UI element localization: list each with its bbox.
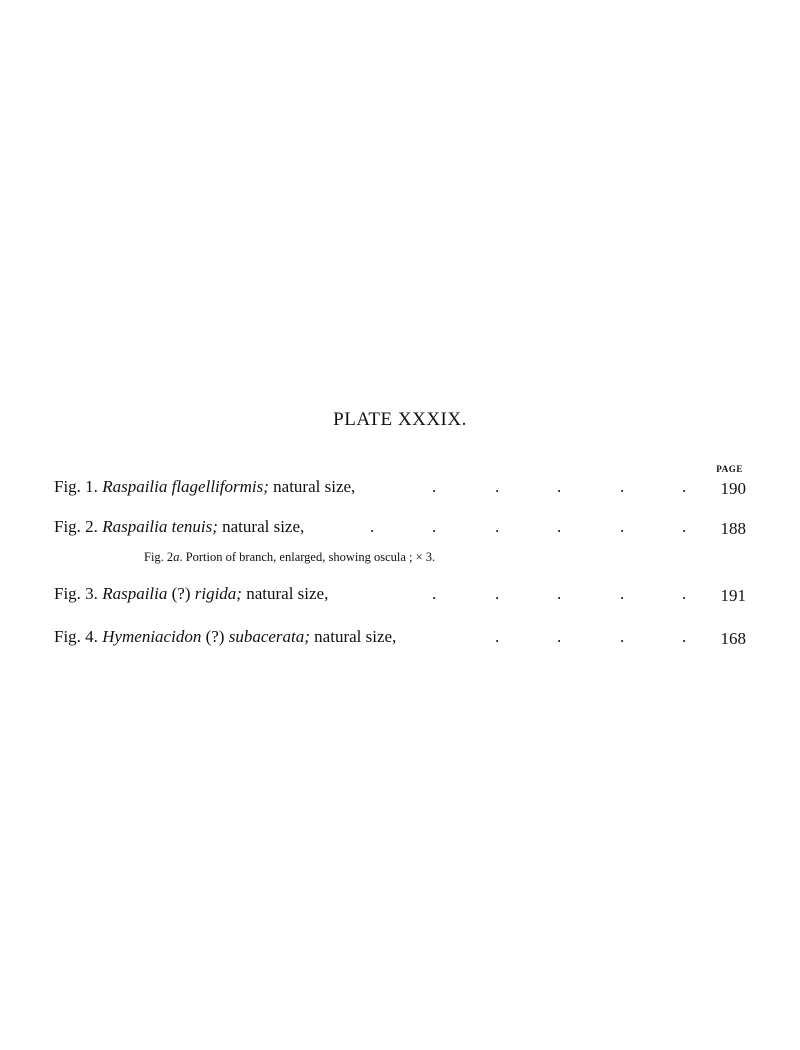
leader-dot: . [557, 627, 562, 646]
page-number: 188 [720, 519, 746, 538]
leader-dot: . [620, 584, 625, 603]
genus-name: Raspailia [102, 584, 168, 603]
leader-dot: . [682, 477, 687, 496]
figure-entry-4 [54, 627, 746, 651]
leader-dot: . [432, 584, 437, 603]
sub-figure-label: Fig. 2a. [144, 550, 183, 564]
figure-entry-2 [54, 517, 746, 541]
page-number: 190 [720, 479, 746, 498]
leader-dot: . [432, 477, 437, 496]
figure-entry-1 [54, 477, 746, 501]
qualifier: (?) [171, 584, 191, 603]
figure-label: Fig. 4. [54, 627, 98, 646]
separator: ; [236, 584, 242, 603]
size-note: natural size, [314, 627, 397, 646]
leader-dot: . [495, 627, 500, 646]
figure-caption [54, 584, 328, 604]
figure-label: Fig. 3. [54, 584, 98, 603]
species-name: rigida [194, 584, 237, 603]
size-note: natural size, [273, 477, 356, 496]
leader-dot: . [557, 584, 562, 603]
separator: ; [263, 477, 269, 496]
leader-dot: . [557, 517, 562, 536]
leader-dot: . [620, 517, 625, 536]
figure-label: Fig. 1. [54, 477, 98, 496]
figure-caption [54, 517, 304, 537]
page-number: 168 [720, 629, 746, 648]
figure-label: Fig. 2. [54, 517, 98, 536]
leader-dot: . [432, 517, 437, 536]
leader-dot: . [370, 517, 375, 536]
species-name: flagelliformis [171, 477, 264, 496]
leader-dot: . [495, 477, 500, 496]
genus-name: Hymeniacidon [102, 627, 202, 646]
genus-name: Raspailia [102, 517, 168, 536]
leader-dot: . [495, 517, 500, 536]
species-name: subacerata [228, 627, 305, 646]
figure-caption [54, 477, 355, 497]
leader-dot: . [557, 477, 562, 496]
magnification: × 3. [415, 550, 436, 564]
sub-figure-caption [144, 550, 435, 565]
leader-dot: . [682, 517, 687, 536]
separator: ; [304, 627, 310, 646]
figure-caption [54, 627, 396, 647]
leader-dot: . [495, 584, 500, 603]
genus-name: Raspailia [102, 477, 168, 496]
sub-figure-text: Portion of branch, enlarged, showing oscula ; [185, 550, 413, 564]
qualifier: (?) [205, 627, 225, 646]
size-note: natural size, [222, 517, 305, 536]
leader-dot: . [620, 477, 625, 496]
leader-dot: . [620, 627, 625, 646]
figure-entry-3 [54, 584, 746, 608]
species-name: tenuis [171, 517, 213, 536]
plate-title: PLATE XXXIX. [333, 409, 467, 430]
page-number: 191 [720, 586, 746, 605]
leader-dot: . [682, 584, 687, 603]
size-note: natural size, [246, 584, 329, 603]
separator: ; [212, 517, 218, 536]
leader-dot: . [682, 627, 687, 646]
page-column-header: PAGE [716, 464, 743, 474]
